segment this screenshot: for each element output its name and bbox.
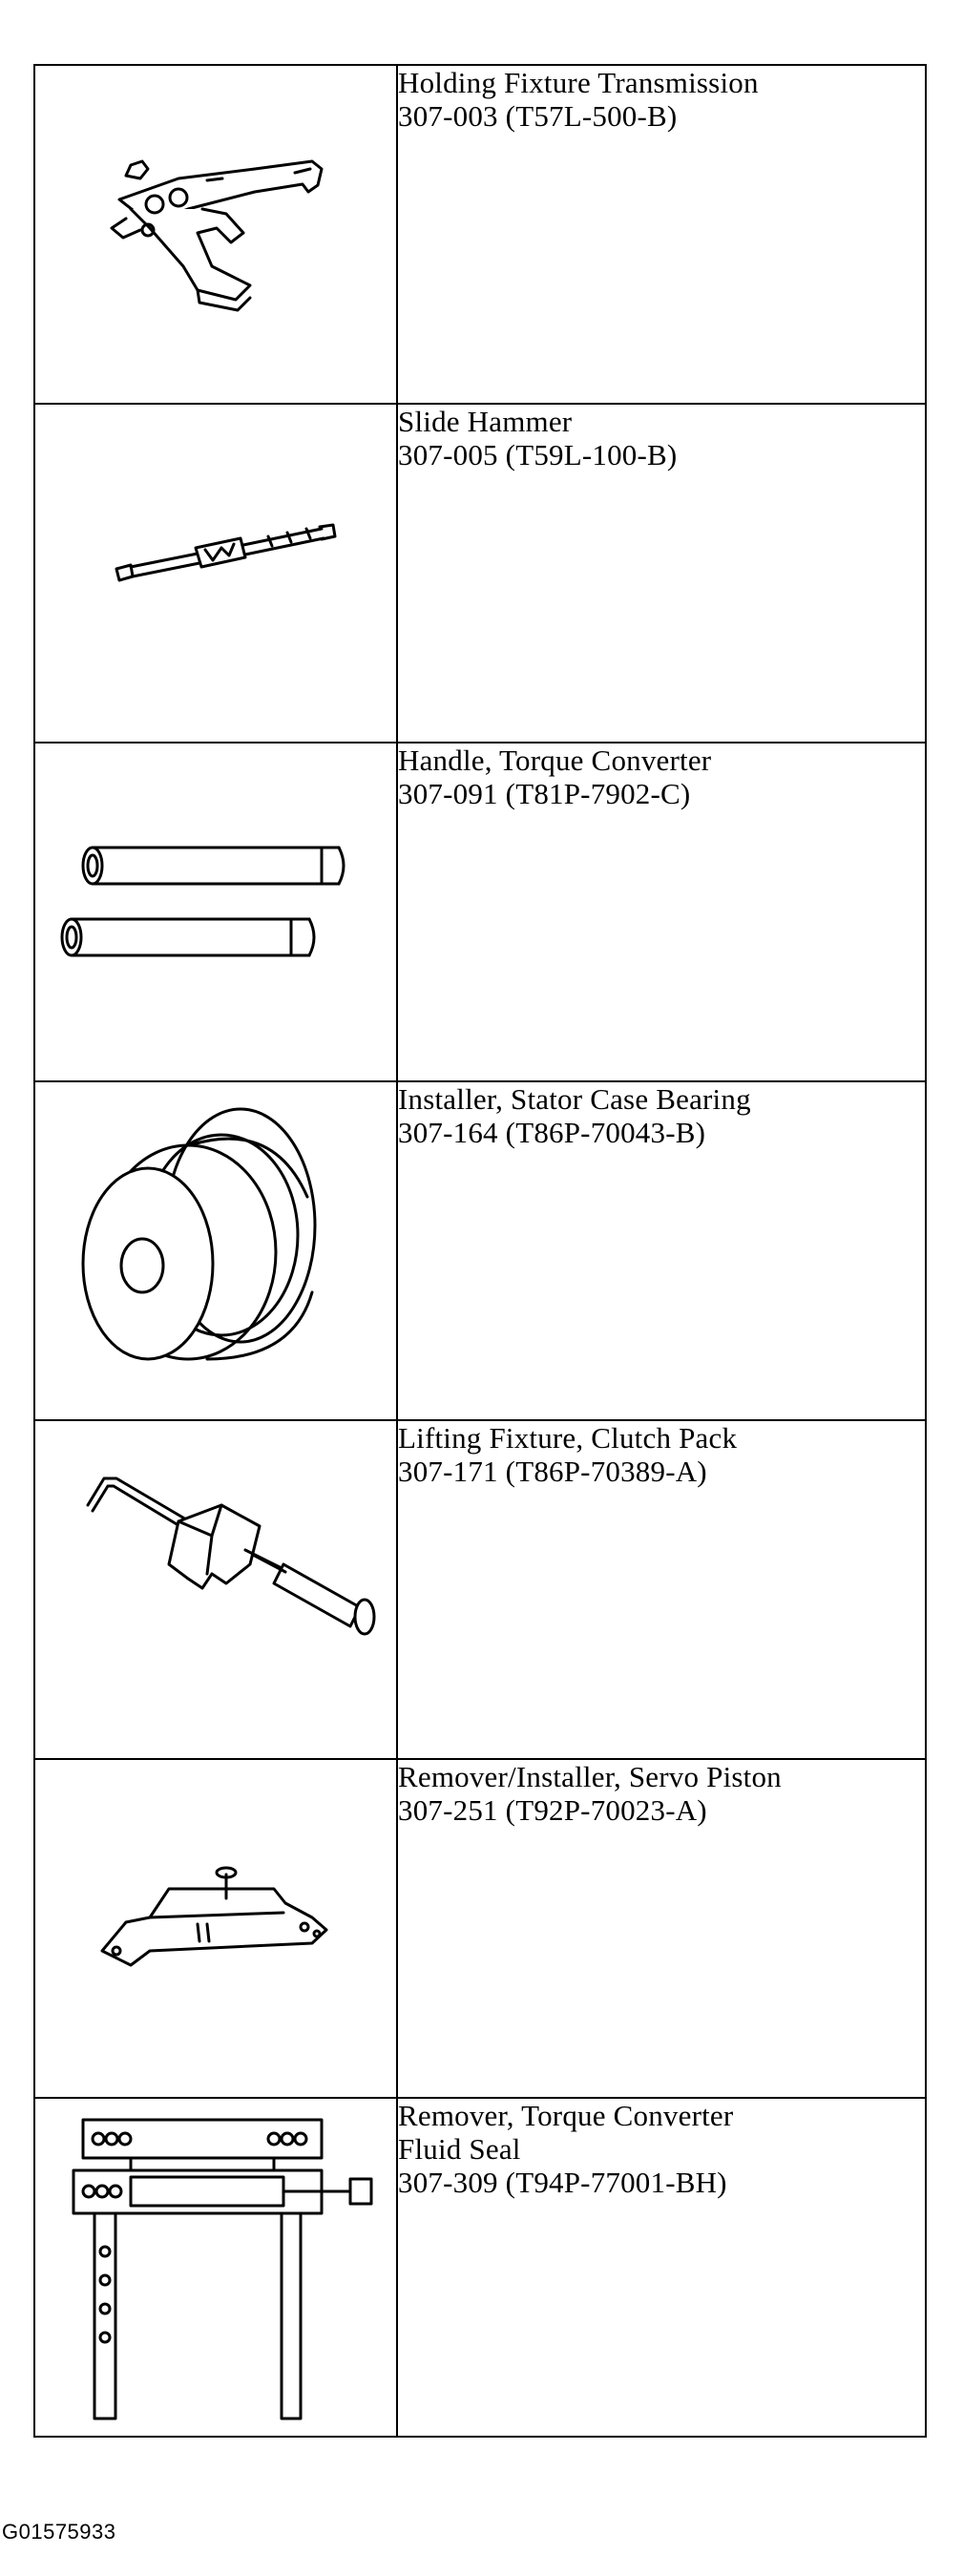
special-tools-table [33,64,927,2438]
tool-part-number: 307-164 (T86P-70043-B) [398,1116,706,1149]
tool-part-number: 307-251 (T92P-70023-A) [398,1793,707,1827]
tool-name-continued: Fluid Seal [398,2132,521,2166]
tool-name: Lifting Fixture, Clutch Pack [398,1421,738,1455]
table-row [34,743,926,1081]
tool-description [397,1420,926,1759]
figure-code: G01575933 [2,2520,116,2544]
tool-part-number: 307-309 (T94P-77001-BH) [398,2166,727,2199]
tool-description [397,2098,926,2437]
tool-part-number: 307-091 (T81P-7902-C) [398,777,691,810]
tool-image-cell [34,65,397,404]
holding-fixture-illustration [35,66,396,403]
table-row [34,1759,926,2098]
tool-description [397,1081,926,1420]
tool-name: Remover, Torque Converter [398,2099,734,2132]
tool-description [397,404,926,743]
tool-name: Installer, Stator Case Bearing [398,1082,751,1116]
tool-part-number: 307-005 (T59L-100-B) [398,438,678,471]
tool-part-number: 307-171 (T86P-70389-A) [398,1455,707,1488]
tool-image-cell [34,1420,397,1759]
servo-piston-tool-illustration [35,1760,396,2097]
tool-image-cell [34,1081,397,1420]
tool-image-cell [34,404,397,743]
table-row [34,2098,926,2437]
tool-part-number: 307-003 (T57L-500-B) [398,99,678,133]
tool-name: Handle, Torque Converter [398,743,712,777]
table-row [34,1081,926,1420]
tool-image-cell [34,1759,397,2098]
tool-image-cell [34,743,397,1081]
tool-image-cell [34,2098,397,2437]
table-row [34,404,926,743]
tool-description [397,1759,926,2098]
seal-remover-illustration [35,2099,396,2436]
tool-name: Holding Fixture Transmission [398,66,759,99]
tool-description [397,743,926,1081]
tool-name: Remover/Installer, Servo Piston [398,1760,782,1793]
slide-hammer-illustration [35,405,396,742]
stator-bearing-installer-illustration [35,1082,396,1419]
table-row [34,1420,926,1759]
torque-converter-handle-illustration [35,743,396,1080]
tool-description [397,65,926,404]
clutch-lifting-fixture-illustration [35,1421,396,1758]
tool-name: Slide Hammer [398,405,573,438]
table-row [34,65,926,404]
